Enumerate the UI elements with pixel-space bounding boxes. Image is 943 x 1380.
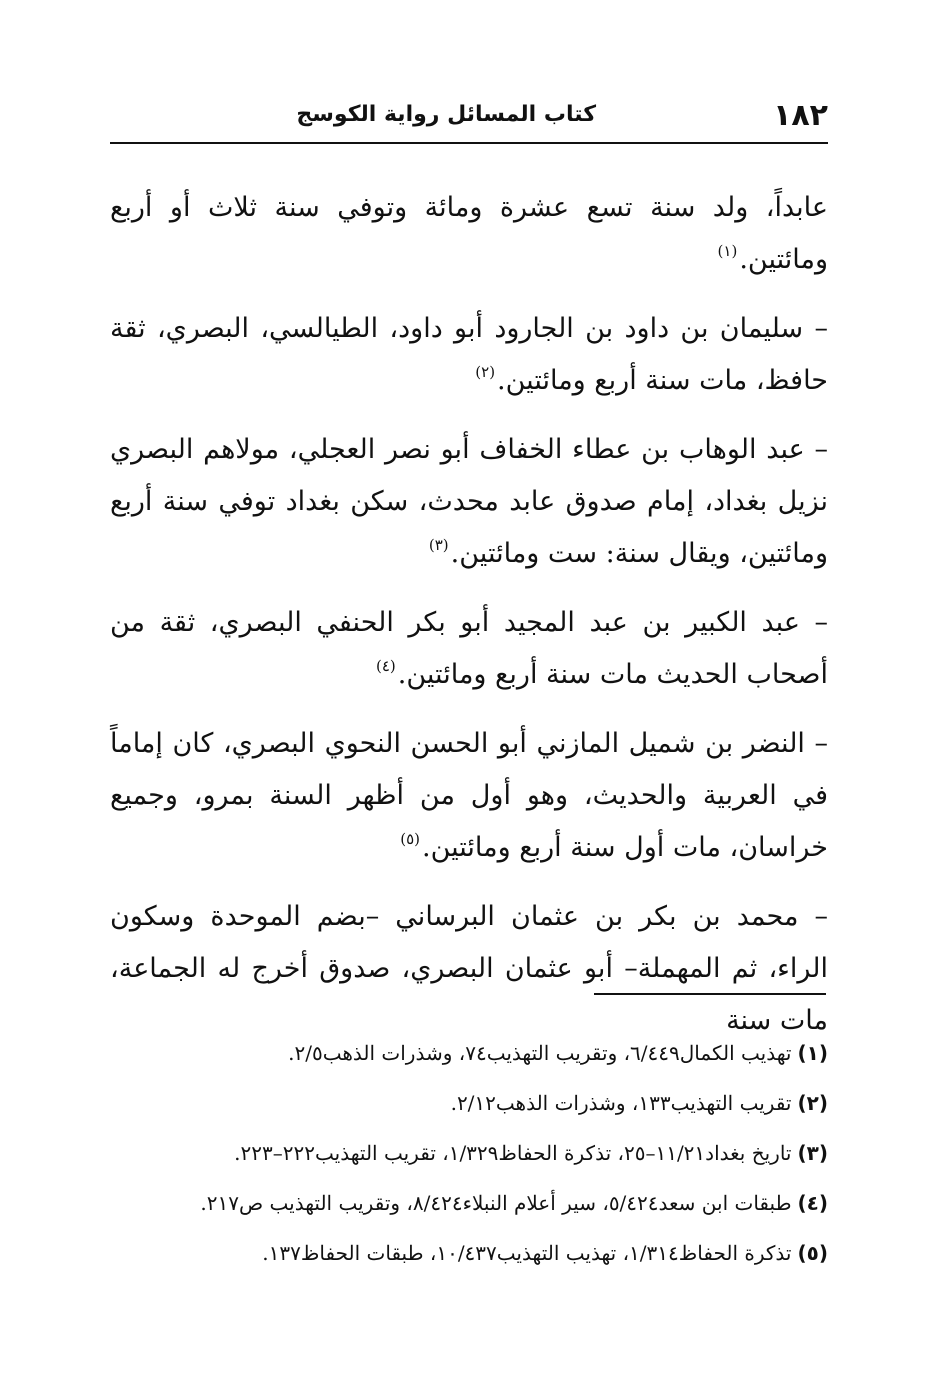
footnote-ref: (١) [717, 242, 738, 260]
footnote-text: تذكرة الحفاظ١/٣١٤، تهذيب التهذيب١٠/٤٣٧، طبقات الحفاظ١٣٧. [262, 1241, 792, 1265]
footnote-divider [594, 993, 826, 995]
paragraph-text: – عبد الكبير بن عبد المجيد أبو بكر الحنفي البصري، ثقة من أصحاب الحديث مات سنة أربع ومائتين. [110, 607, 828, 690]
footnote-ref: (٣) [428, 536, 449, 554]
footnote [110, 1028, 828, 1078]
body-text [110, 182, 828, 1061]
paragraph-text: – النضر بن شميل المازني أبو الحسن النحوي البصري، كان إماماً في العربية والحديث، وهو أول من أظهر السنة بمرو، وجميع خراسان، مات أول سنة أربع ومائتين. [110, 728, 828, 863]
footnote-ref: (٢) [475, 363, 496, 381]
footnote-number: (٣) [797, 1141, 828, 1165]
paragraph-text: – عبد الوهاب بن عطاء الخفاف أبو نصر العجلي، مولاهم البصري نزيل بغداد، إمام صدوق عابد محدث، سكن بغداد توفي سنة أربع ومائتين، ويقال سنة: ست ومائتين. [110, 434, 828, 569]
paragraph [110, 424, 828, 583]
footnote-number: (١) [797, 1041, 828, 1065]
header-divider [110, 142, 828, 144]
paragraph [110, 718, 828, 877]
footnote-ref: (٥) [400, 830, 420, 848]
paragraph [110, 597, 828, 704]
paragraph-text: – محمد بن بكر بن عثمان البرساني –بضم الموحدة وسكون الراء، ثم المهملة– أبو عثمان البصري، صدوق أخرج له الجماعة، مات سنة [110, 901, 828, 1036]
paragraph-text: عابداً، ولد سنة تسع عشرة ومائة وتوفي سنة ثلاث أو أربع ومائتين. [110, 192, 828, 275]
footnote-number: (٥) [797, 1241, 828, 1265]
paragraph [110, 891, 828, 1047]
footnote-ref: (٤) [375, 657, 396, 675]
footnote-number: (٤) [797, 1191, 828, 1215]
page-number: ١٨٢ [773, 98, 828, 133]
footnote [110, 1228, 828, 1278]
book-title: كتاب المسائل رواية الكوسج [296, 102, 596, 127]
paragraph [110, 182, 828, 289]
footnote-text: تهذيب الكمال٦/٤٤٩، وتقريب التهذيب٧٤، وشذرات الذهب٢/٥. [288, 1041, 792, 1065]
footnote-number: (٢) [797, 1091, 828, 1115]
footnotes [110, 1028, 828, 1278]
footnote-text: تقريب التهذيب١٣٣، وشذرات الذهب٢/١٢. [450, 1091, 792, 1115]
paragraph-text: – سليمان بن داود بن الجارود أبو داود، الطيالسي، البصري، ثقة حافظ، مات سنة أربع ومائتين. [110, 313, 828, 396]
page-header [110, 92, 828, 140]
footnote [110, 1178, 828, 1228]
footnote-text: تاريخ بغداد١١/٢١–٢٥، تذكرة الحفاظ١/٣٢٩، تقريب التهذيب٢٢٢–٢٢٣. [234, 1141, 792, 1165]
footnote [110, 1078, 828, 1128]
footnote [110, 1128, 828, 1178]
paragraph [110, 303, 828, 410]
footnote-text: طبقات ابن سعد٥/٤٢٤، سير أعلام النبلاء٨/٤٢٤، وتقريب التهذيب ص٢١٧. [200, 1191, 792, 1215]
